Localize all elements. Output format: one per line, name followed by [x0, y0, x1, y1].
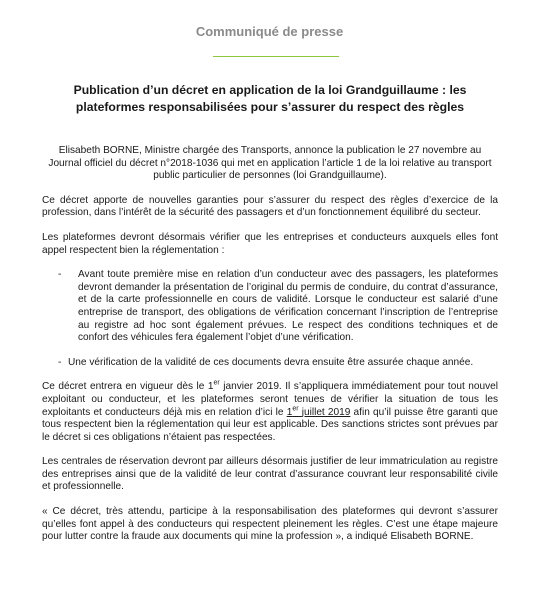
- list-item: [42, 357, 498, 370]
- press-release-body: [42, 145, 498, 544]
- press-release-title: [58, 82, 482, 116]
- entry-text-part-1: Ce décret entrera en vigueur dès le 1: [42, 381, 214, 393]
- central-booking-paragraph: Les centrales de réservation devront par ailleurs désormais justifier de leur immatriculation au registre des entreprises ainsi que de la validité de leur contrat d’assurance couvrant leur responsabilité civile et professionnelle.: [42, 456, 498, 493]
- bullet-text: Avant toute première mise en relation d’un conducteur avec des passagers, les plateformes devront demander la présentation de l’original du permis de conduire, du contrat d’assurance, et de la carte professionnelle en cours de validité. Lorsque le conducteur est salarié d’une entreprise de transport, des obligations de vérification concernant l’inscription de l’entreprise au registre ad hoc sont également prévues. Le respect des conditions techniques et de confort des véhicules fera également l’objet d’une vérification.: [78, 269, 498, 344]
- entry-into-force-paragraph: [42, 381, 498, 444]
- minister-quote-paragraph: « Ce décret, très attendu, participe à la responsabilisation des plateformes qui devront s’assurer qu’elles font appel à des conducteurs qui respectent pleinement les règles. C’est une étape majeure pour lutter contre la fraude aux documents qui mine la profession », a indiqué Elisabeth BORNE.: [42, 506, 498, 543]
- obligations-intro-paragraph: Les plateformes devront désormais vérifier que les entreprises et conducteurs auxquels elles font appel respectent bien la réglementation :: [42, 231, 498, 256]
- ordinal-superscript: er: [213, 379, 220, 387]
- list-item: [42, 269, 498, 345]
- title-line-1: Publication d’un décret en application de la loi Grandguillaume : les: [73, 83, 467, 97]
- document-type-label: Communiqué de presse: [195, 24, 344, 39]
- deadline-day: 1: [286, 406, 293, 418]
- ordinal-superscript: er: [292, 405, 299, 413]
- title-line-2: plateformes responsabilisées pour s’assurer du respect des règles: [75, 100, 465, 114]
- bullet-text: Une vérification de la validité de ces documents devra ensuite être assurée chaque année.: [68, 356, 474, 368]
- deadline-date: [287, 407, 351, 418]
- header-divider: [213, 56, 339, 57]
- entry-text-part-3: afin qu’il puisse être garanti que tous respectent bien la réglementation qui leur est applicable. Des sanctions strictes sont prévues par le décret si ces obligations n’étaient pas respectées.: [42, 406, 498, 443]
- entry-text-part-2: janvier 2019. Il s’appliquera immédiatement pour tout nouvel exploitant ou conducteur, et les plateformes seront tenues de vérifier la situation de tous les exploitants et conducteurs déjà mis en relation d’ici le: [42, 381, 498, 418]
- deadline-month-year: juillet 2019: [298, 406, 351, 418]
- bullet-dash: -: [58, 356, 62, 368]
- intro-paragraph: Elisabeth BORNE, Ministre chargée des Transports, annonce la publication le 27 novembre au Journal officiel du décret n°2018-1036 qui met en application l’article 1 de la loi relative au transport public particulier de personnes (loi Grandguillaume).: [48, 145, 492, 182]
- bullet-dash: -: [58, 269, 62, 281]
- guarantees-paragraph: Ce décret apporte de nouvelles garanties pour s’assurer du respect des règles d’exercice de la profession, dans l’intérêt de la sécurité des passagers et d’un fonctionnement équilibré du secteur.: [42, 194, 498, 219]
